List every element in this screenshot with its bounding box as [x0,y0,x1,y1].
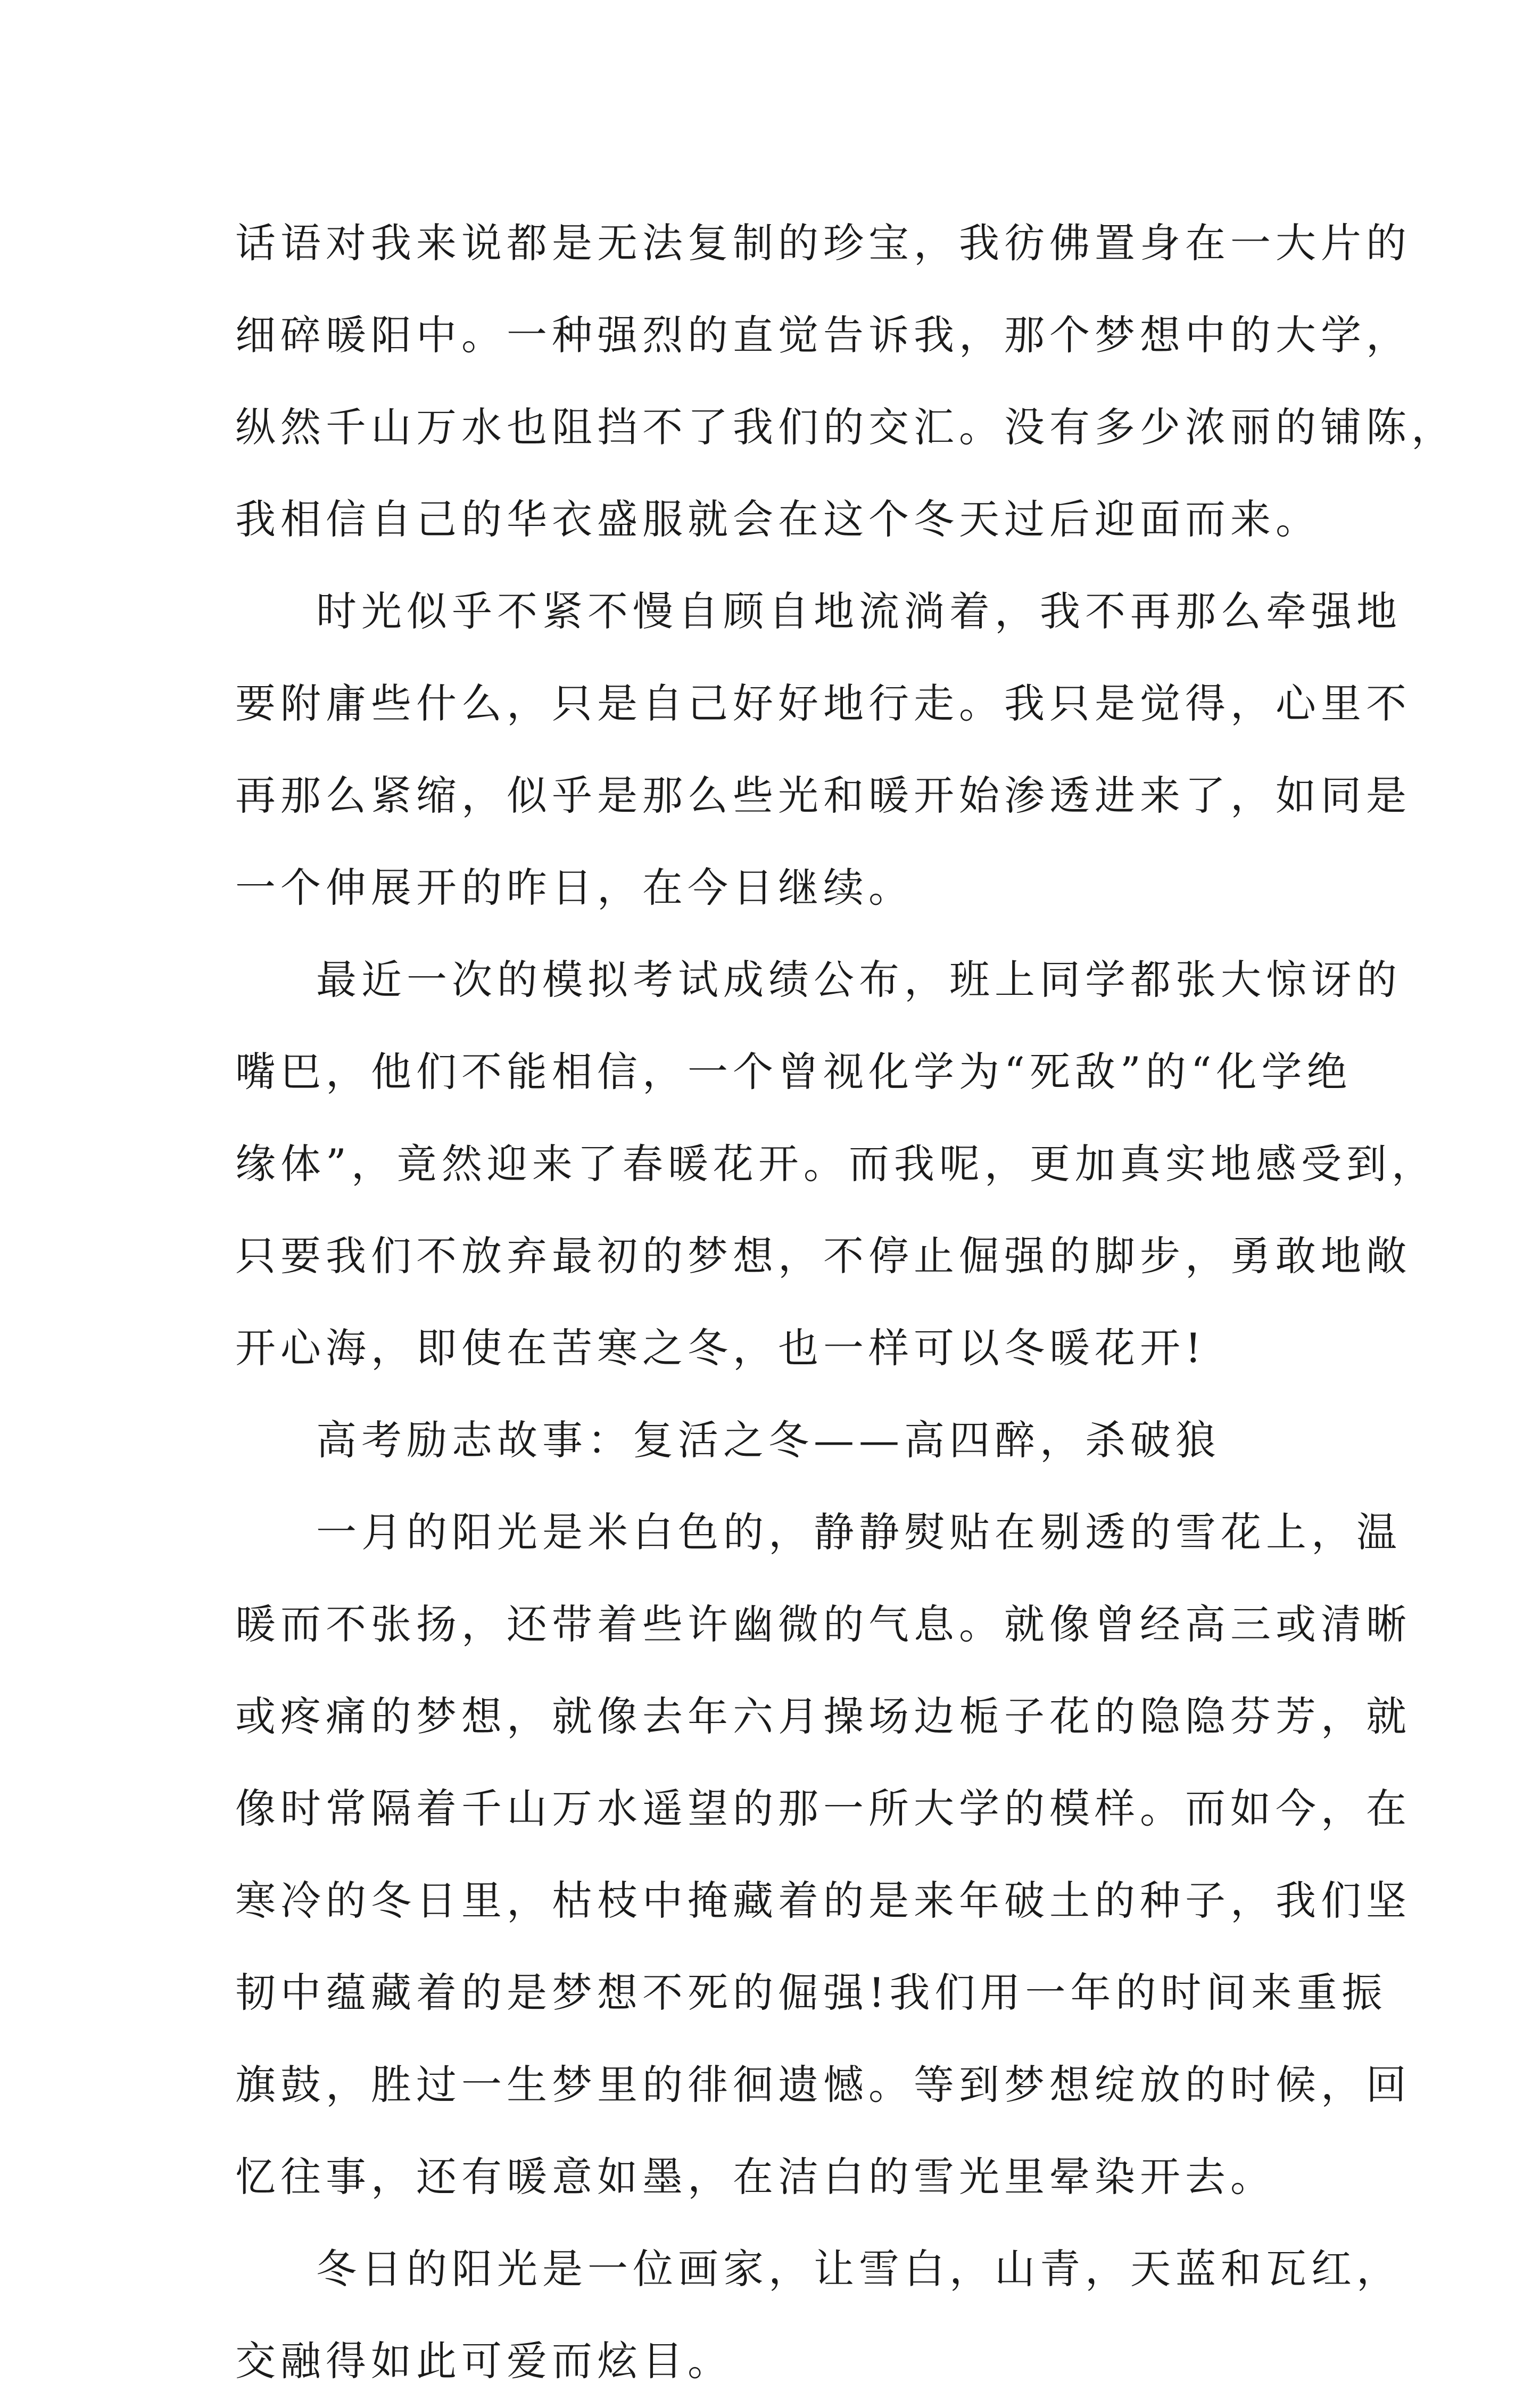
paragraph-first-line: 冬日的阳光是一位画家，让雪白，山青，天蓝和瓦红， [316,2245,1402,2293]
document-body [235,197,1456,2407]
text-line: 一个伸展开的昨日，在今日继续。 [235,864,914,911]
text-line: 像时常隔着千山万水遥望的那一所大学的模样。而如今，在 [235,1785,1411,1832]
text-line: 嘴巴，他们不能相信，一个曾视化学为“死敌”的“化学绝 [235,1048,1352,1095]
text-line: 缘体”，竟然迎来了春暖花开。而我呢，更加真实地感受到， [235,1140,1437,1188]
text-line: 再那么紧缩，似乎是那么些光和暖开始渗透进来了，如同是 [235,772,1411,819]
text-line: 要附庸些什么，只是自己好好地行走。我只是觉得，心里不 [235,680,1411,727]
text-line: 交融得如此可爱而炫目。 [235,2337,733,2385]
text-line: 暖而不张扬，还带着些许幽微的气息。就像曾经高三或清晰 [235,1601,1411,1648]
text-line: 韧中蕴藏着的是梦想不死的倔强!我们用一年的时间来重振 [235,1969,1387,2016]
paragraph-first-line: 时光似乎不紧不慢自顾自地流淌着，我不再那么牵强地 [316,588,1402,635]
text-line: 旗鼓，胜过一生梦里的徘徊遗憾。等到梦想绽放的时候，回 [235,2061,1411,2108]
paragraph-first-line: 最近一次的模拟考试成绩公布，班上同学都张大惊讶的 [316,956,1402,1003]
text-line: 忆往事，还有暖意如墨，在洁白的雪光里晕染开去。 [235,2153,1276,2200]
text-line: 开心海，即使在苦寒之冬，也一样可以冬暖花开! [235,1324,1206,1372]
text-line: 寒冷的冬日里，枯枝中掩藏着的是来年破土的种子，我们坚 [235,1877,1411,1924]
section-heading: 高考励志故事：复活之冬——高四醉，杀破狼 [316,1416,1221,1464]
text-line: 我相信自己的华衣盛服就会在这个冬天过后迎面而来。 [235,496,1321,543]
text-line: 纵然千山万水也阻挡不了我们的交汇。没有多少浓丽的铺陈， [235,403,1456,451]
text-line: 细碎暖阳中。一种强烈的直觉告诉我，那个梦想中的大学， [235,311,1411,359]
text-line: 话语对我来说都是无法复制的珍宝，我彷佛置身在一大片的 [235,219,1411,267]
text-line: 只要我们不放弃最初的梦想，不停止倔强的脚步，勇敢地敞 [235,1232,1411,1280]
text-line: 或疼痛的梦想，就像去年六月操场边栀子花的隐隐芬芳，就 [235,1693,1411,1740]
paragraph-first-line: 一月的阳光是米白色的，静静熨贴在剔透的雪花上，温 [316,1509,1402,1556]
